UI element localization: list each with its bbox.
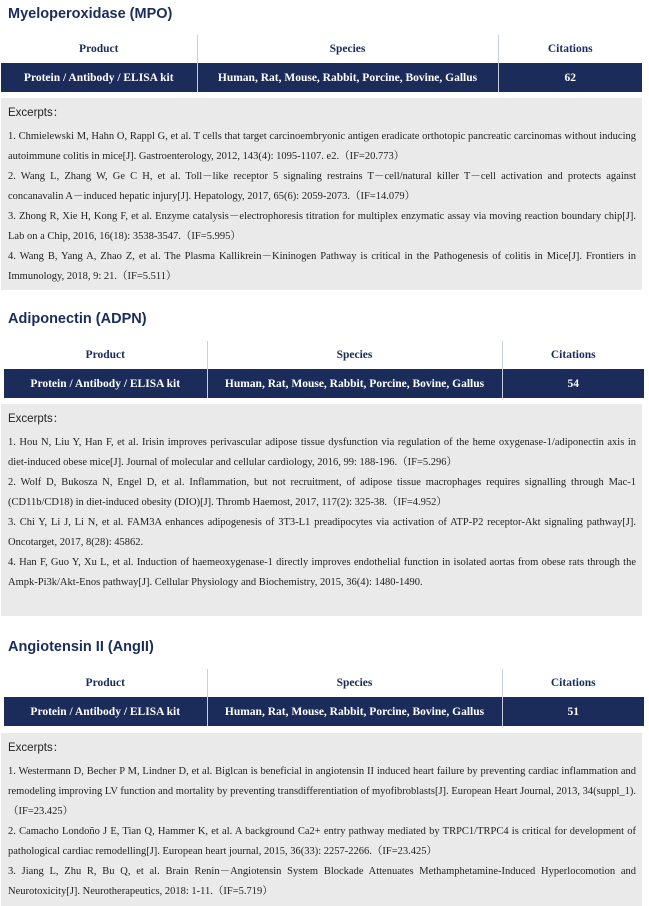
excerpt-item: 2. Wang L, Zhang W, Ge C H, et al. Toll－like receptor 5 signaling restrains T－cell/natural killer T－cell activation and protects against concanavalin A－induced hepatic injury[J]. Hepatology, 2017, 65(6): 2059-2073.（IF=14.079） <box>8 171 636 202</box>
excerpts-panel-angii <box>1 733 642 906</box>
excerpt-item: 1. Westermann D, Becher P M, Lindner D, et al. Biglcan is beneficial in angiotensin II induced heart failure by preventing cardiac inflammation and remodeling improving LV function and mortality by preventing transdifferentiation of myofibroblasts[J]. European Heart Journal, 2013, 34(suppl_1).（IF=23.425） <box>8 766 636 817</box>
product-cell: Protein / Antibody / ELISA kit <box>1 63 197 92</box>
section-title-adpn: Adiponectin (ADPN) <box>8 311 147 327</box>
header-species: Species <box>197 35 498 63</box>
product-table-mpo <box>1 35 642 92</box>
header-product: Product <box>4 669 207 697</box>
table-header-row <box>4 669 644 697</box>
excerpt-item: 2. Wolf D, Bukosza N, Engel D, et al. Inflammation, but not recruitment, of adipose tissue macrophages requires signalling through Mac-1 (CD11b/CD18) in diet-induced obesity (DIO)[J]. Thromb Haemost, 2017, 117(2): 325-38.（IF=4.952） <box>8 477 636 508</box>
product-cell: Protein / Antibody / ELISA kit <box>4 697 207 726</box>
header-citations: Citations <box>502 341 644 369</box>
product-table-adpn <box>4 341 644 398</box>
species-cell: Human, Rat, Mouse, Rabbit, Porcine, Bovine, Gallus <box>197 63 498 92</box>
product-table-angii <box>4 669 644 726</box>
table-row <box>4 369 644 398</box>
header-species: Species <box>207 341 502 369</box>
excerpts-label: Excerpts： <box>8 413 65 425</box>
citations-cell: 54 <box>502 369 644 398</box>
header-citations: Citations <box>502 669 644 697</box>
excerpts-label: Excerpts： <box>8 742 65 754</box>
citations-cell: 51 <box>502 697 644 726</box>
excerpts-panel-mpo <box>1 98 642 290</box>
table-row <box>4 697 644 726</box>
excerpt-item: 2. Camacho Londoño J E, Tian Q, Hammer K, et al. A background Ca2+ entry pathway mediated by TRPC1/TRPC4 is critical for development of pathological cardiac remodelling[J]. European heart journal, 2015, 36(33): 2257-2266.（IF=23.425） <box>8 826 636 857</box>
table-row <box>1 63 642 92</box>
species-cell: Human, Rat, Mouse, Rabbit, Porcine, Bovine, Gallus <box>207 369 502 398</box>
excerpt-item: 1. Hou N, Liu Y, Han F, et al. Irisin improves perivascular adipose tissue dysfunction via regulation of the heme oxygenase-1/adiponectin axis in diet-induced obese mice[J]. Journal of molecular and cellular cardiology, 2016, 99: 188-196.（IF=5.296） <box>8 437 636 468</box>
citations-cell: 62 <box>498 63 642 92</box>
excerpt-item: 3. Zhong R, Xie H, Kong F, et al. Enzyme catalysis－electrophoresis titration for multiplex enzymatic assay via moving reaction boundary chip[J]. Lab on a Chip, 2016, 16(18): 3538-3547.（IF=5.995） <box>8 211 636 242</box>
excerpt-item: 4. Wang B, Yang A, Zhao Z, et al. The Plasma Kallikrein－Kininogen Pathway is critical in the Pathogenesis of colitis in Mice[J]. Frontiers in Immunology, 2018, 9: 21.（IF=5.511） <box>8 251 636 282</box>
header-citations: Citations <box>498 35 642 63</box>
product-cell: Protein / Antibody / ELISA kit <box>4 369 207 398</box>
excerpt-item: 3. Jiang L, Zhu R, Bu Q, et al. Brain Renin－Angiotensin System Blockade Attenuates Methamphetamine-Induced Hyperlocomotion and Neurotoxicity[J]. Neurotherapeutics, 2018: 1-11.（IF=5.719） <box>8 866 636 897</box>
species-cell: Human, Rat, Mouse, Rabbit, Porcine, Bovine, Gallus <box>207 697 502 726</box>
excerpt-item: 3. Chi Y, Li J, Li N, et al. FAM3A enhances adipogenesis of 3T3-L1 preadipocytes via activation of ATP-P2 receptor-Akt signaling pathway[J]. Oncotarget, 2017, 8(28): 45862. <box>8 517 636 548</box>
excerpt-item: 4. Han F, Guo Y, Xu L, et al. Induction of haemeoxygenase-1 directly improves endothelial function in isolated aortas from obese rats through the Ampk-Pi3k/Akt-Enos pathway[J]. Cellular Physiology and Biochemistry, 2015, 36(4): 1480-1490. <box>8 557 636 588</box>
table-header-row <box>1 35 642 63</box>
header-product: Product <box>4 341 207 369</box>
excerpts-panel-adpn <box>1 404 642 616</box>
section-title-mpo: Myeloperoxidase (MPO) <box>8 6 173 22</box>
section-title-angii: Angiotensin II (AngII) <box>8 639 154 655</box>
excerpt-item: 1. Chmielewski M, Hahn O, Rappl G, et al. T cells that target carcinoembryonic antigen eradicate orthotopic pancreatic carcinomas without inducing autoimmune colitis in mice[J]. Gastroenterology, 2012, 143(4): 1095-1107. e2.（IF=20.773） <box>8 131 636 162</box>
header-product: Product <box>1 35 197 63</box>
excerpts-label: Excerpts： <box>8 107 65 119</box>
header-species: Species <box>207 669 502 697</box>
table-header-row <box>4 341 644 369</box>
